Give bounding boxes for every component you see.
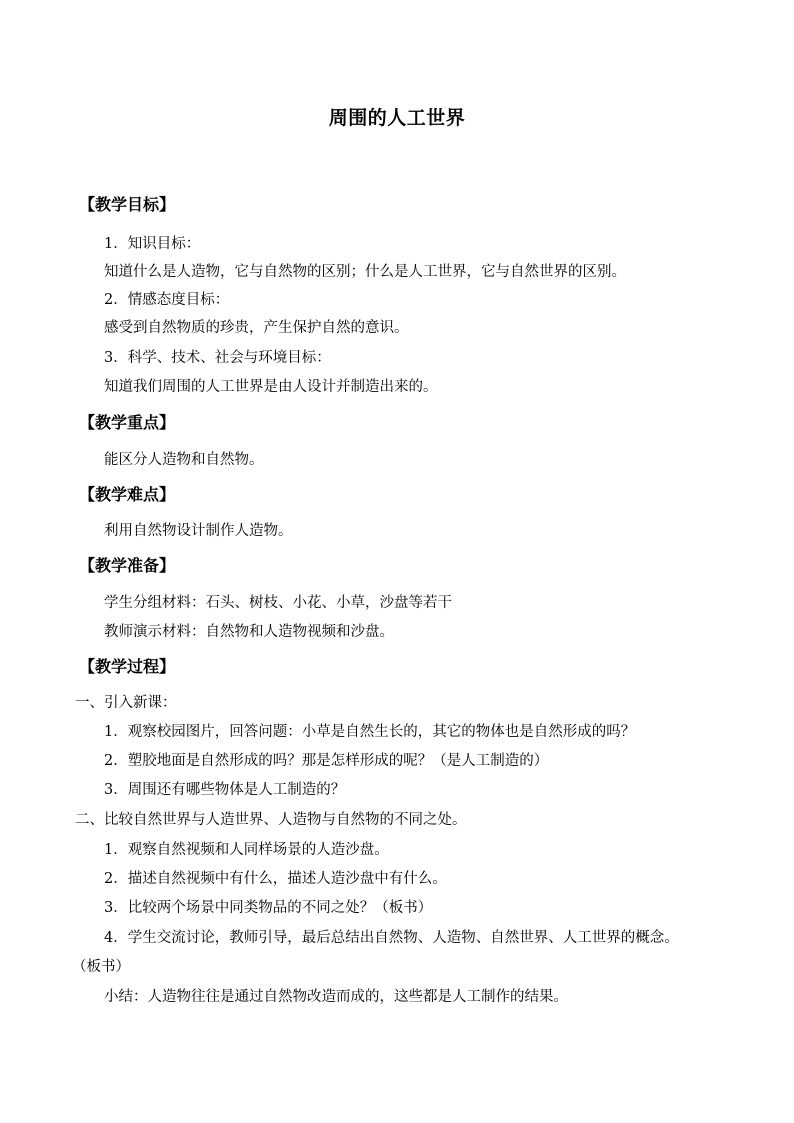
difficulty-line: 利用自然物设计制作人造物。 (104, 523, 293, 539)
process-line: 2．塑胶地面是自然形成的吗？那是怎样形成的呢？（是人工制造的） (104, 753, 549, 769)
process-line: 4．学生交流讨论，教师引导，最后总结出自然物、人造物、自然世界、人工世界的概念。 (104, 930, 679, 946)
process-line: 1．观察校园图片，回答问题：小草是自然生长的，其它的物体也是自然形成的吗？ (104, 724, 636, 740)
heading-preparation: 【教学准备】 (79, 556, 176, 575)
process-summary: 小结：人造物往往是通过自然物改造而成的，这些都是人工制作的结果。 (104, 989, 568, 1005)
process-line: 2．描述自然视频中有什么，描述人造沙盘中有什么。 (104, 871, 447, 887)
objective-line: 3．科学、技术、社会与环境目标： (104, 350, 331, 366)
process-line: 1．观察自然视频和人同样场景的人造沙盘。 (104, 842, 389, 858)
objective-line: 感受到自然物质的珍贵，产生保护自然的意识。 (104, 320, 409, 336)
process-part1-title: 一、引入新课： (75, 695, 177, 711)
preparation-line: 学生分组材料：石头、树枝、小花、小草，沙盘等若干 (104, 595, 452, 611)
process-part2-title: 二、比较自然世界与人造世界、人造物与自然物的不同之处。 (75, 812, 467, 828)
preparation-line: 教师演示材料：自然物和人造物视频和沙盘。 (104, 624, 394, 640)
process-continuation: （板书） (72, 959, 130, 975)
objective-line: 知道我们周围的人工世界是由人设计并制造出来的。 (104, 379, 438, 395)
process-line: 3．比较两个场景中同类物品的不同之处？（板书） (104, 900, 433, 916)
heading-difficulties: 【教学难点】 (79, 485, 176, 504)
process-line: 3．周围还有哪些物体是人工制造的？ (104, 782, 346, 798)
heading-key-points: 【教学重点】 (79, 413, 176, 432)
objective-line: 1．知识目标： (104, 236, 201, 252)
objective-line: 知道什么是人造物，它与自然物的区别；什么是人工世界，它与自然世界的区别。 (104, 264, 626, 280)
heading-process: 【教学过程】 (79, 657, 176, 676)
page-title: 周围的人工世界 (328, 107, 466, 129)
heading-objectives: 【教学目标】 (79, 195, 176, 214)
objective-line: 2．情感态度目标： (104, 292, 230, 308)
key-point-line: 能区分人造物和自然物。 (104, 452, 264, 468)
